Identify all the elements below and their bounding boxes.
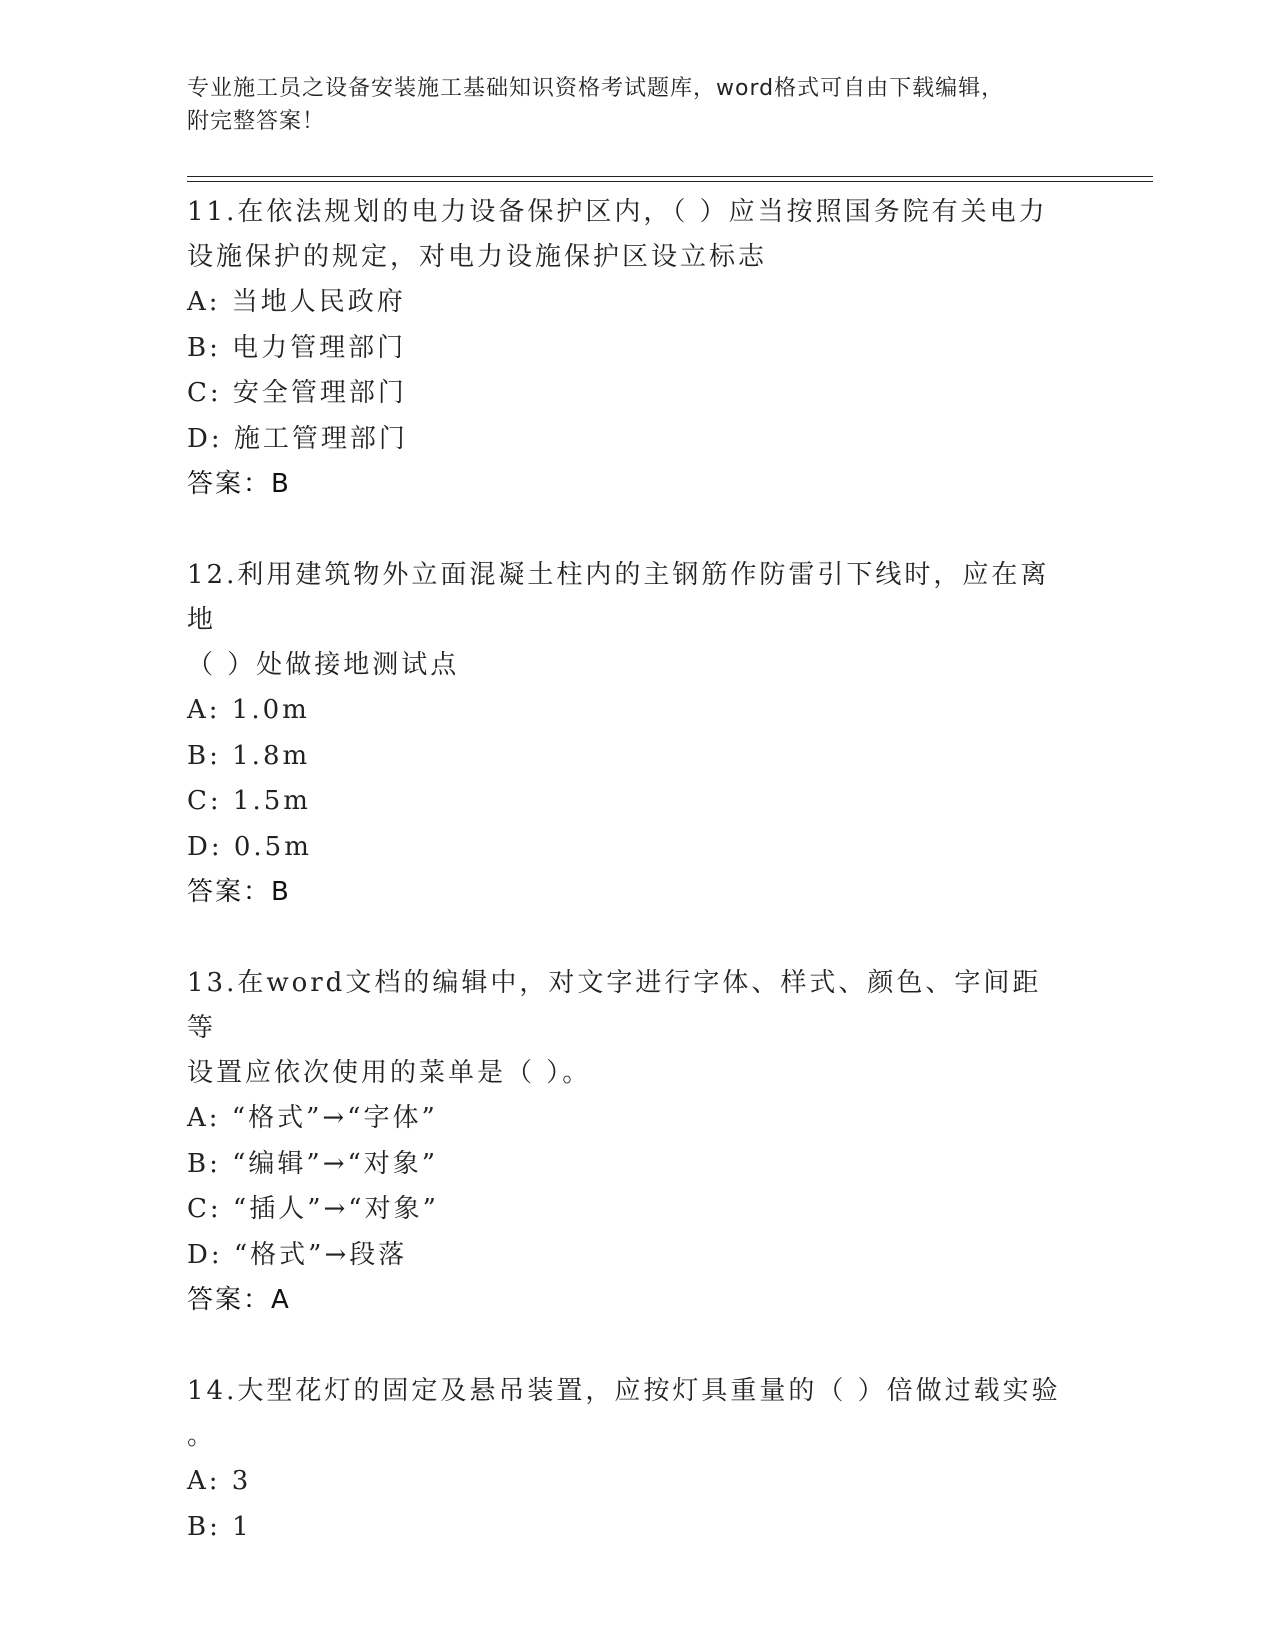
question-11 bbox=[187, 190, 1087, 507]
option-c: C: 1.5m bbox=[187, 786, 311, 816]
question-stem bbox=[187, 553, 1067, 688]
header-line-1: 专业施工员之设备安装施工基础知识资格考试题库，word格式可自由下载编辑， bbox=[187, 76, 1005, 101]
option-a: A: 1.0m bbox=[187, 695, 310, 725]
option-c: C: 安全管理部门 bbox=[187, 378, 407, 408]
question-stem-line: （ ）处做接地测试点 bbox=[187, 650, 460, 680]
question-14 bbox=[187, 1369, 1087, 1550]
question-stem bbox=[187, 1369, 1067, 1459]
answer: 答案：B bbox=[187, 469, 291, 499]
header-divider-bottom bbox=[187, 181, 1153, 182]
answer: 答案：B bbox=[187, 877, 291, 907]
option-b: B: 1.8m bbox=[187, 740, 311, 771]
option-a: A: 当地人民政府 bbox=[187, 287, 406, 317]
option-b: B: “编辑”→“对象” bbox=[187, 1148, 439, 1179]
option-a: A: “格式”→“字体” bbox=[187, 1103, 438, 1133]
question-stem-line: 设置应依次使用的菜单是（ ）。 bbox=[187, 1058, 592, 1088]
question-stem-line: 设施保护的规定，对电力设施保护区设立标志 bbox=[187, 242, 768, 272]
question-stem-line: 14.大型花灯的固定及悬吊装置，应按灯具重量的（ ）倍做过载实验 bbox=[187, 1376, 1061, 1406]
option-a: A: 3 bbox=[187, 1466, 252, 1496]
question-13 bbox=[187, 961, 1087, 1323]
question-stem-line: 12.利用建筑物外立面混凝土柱内的主钢筋作防雷引下线时，应在离地 bbox=[187, 560, 1050, 635]
question-list bbox=[187, 190, 1087, 1550]
document-header bbox=[187, 72, 1067, 138]
option-c: C: “插人”→“对象” bbox=[187, 1194, 439, 1224]
question-stem-line: 11.在依法规划的电力设备保护区内，（ ）应当按照国务院有关电力 bbox=[187, 197, 1048, 227]
header-divider-top bbox=[187, 176, 1153, 177]
option-d: D: 施工管理部门 bbox=[187, 423, 408, 454]
question-stem bbox=[187, 190, 1067, 280]
question-stem bbox=[187, 961, 1067, 1096]
option-b: B: 电力管理部门 bbox=[187, 332, 407, 363]
option-d: D: “格式”→段落 bbox=[187, 1239, 408, 1270]
answer: 答案：A bbox=[187, 1285, 291, 1315]
header-line-2: 附完整答案！ bbox=[187, 109, 326, 134]
question-stem-line: 。 bbox=[187, 1421, 217, 1451]
question-12 bbox=[187, 553, 1087, 915]
option-d: D: 0.5m bbox=[187, 831, 312, 862]
question-stem-line: 13.在word文档的编辑中，对文字进行字体、样式、颜色、字间距等 bbox=[187, 968, 1042, 1043]
option-b: B: 1 bbox=[187, 1511, 252, 1542]
